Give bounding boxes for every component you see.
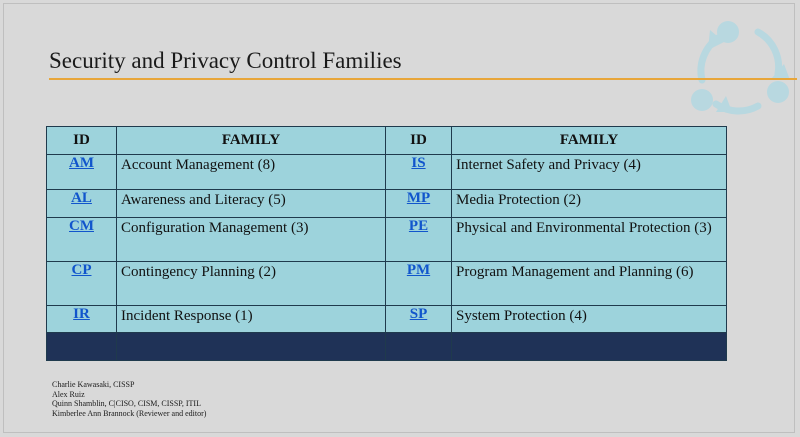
footer-cell [386, 333, 452, 361]
table-row [47, 155, 727, 190]
family-name: Awareness and Literacy (5) [117, 190, 386, 218]
family-link-is[interactable]: IS [411, 155, 426, 171]
page-title: Security and Privacy Control Families [49, 48, 402, 73]
footer-cell [452, 333, 727, 361]
table-footer-row [47, 333, 727, 361]
footer-cell [47, 333, 117, 361]
credit-line: Kimberlee Ann Brannock (Reviewer and editor) [52, 408, 207, 418]
family-name: Configuration Management (3) [117, 218, 386, 262]
header-family-left: FAMILY [117, 127, 386, 155]
family-link-pm[interactable]: PM [406, 262, 431, 278]
cycle-arrows-icon [680, 8, 800, 120]
family-link-mp[interactable]: MP [406, 190, 431, 206]
family-name: Contingency Planning (2) [117, 262, 386, 306]
control-families-table [46, 126, 727, 361]
family-name: Internet Safety and Privacy (4) [452, 155, 727, 190]
table-row [47, 218, 727, 262]
family-link-pe[interactable]: PE [408, 218, 429, 234]
author-credits [52, 380, 206, 418]
family-name: Media Protection (2) [452, 190, 727, 218]
footer-cell [117, 333, 386, 361]
table-row [47, 306, 727, 333]
family-name: System Protection (4) [452, 306, 727, 333]
family-link-ir[interactable]: IR [73, 306, 90, 322]
family-name: Physical and Environmental Protection (3) [452, 218, 727, 262]
header-id-left: ID [47, 127, 117, 155]
family-link-cm[interactable]: CM [69, 218, 94, 234]
header-family-right: FAMILY [452, 127, 727, 155]
family-name: Incident Response (1) [117, 306, 386, 333]
table-row [47, 262, 727, 306]
family-link-sp[interactable]: SP [409, 306, 428, 322]
title-divider [49, 78, 797, 80]
family-name: Program Management and Planning (6) [452, 262, 727, 306]
credit-line: Charlie Kawasaki, CISSP [52, 380, 135, 389]
family-name: Account Management (8) [117, 155, 386, 190]
header-id-right: ID [386, 127, 452, 155]
credit-line: Quinn Shamblin, C|CISO, CISM, CISSP, ITIL [52, 399, 201, 408]
family-link-am[interactable]: AM [69, 155, 94, 171]
table-row [47, 190, 727, 218]
credit-line: Alex Ruiz [52, 389, 85, 399]
family-link-cp[interactable]: CP [71, 262, 92, 278]
family-link-al[interactable]: AL [71, 190, 92, 206]
table-header-row [47, 127, 727, 155]
